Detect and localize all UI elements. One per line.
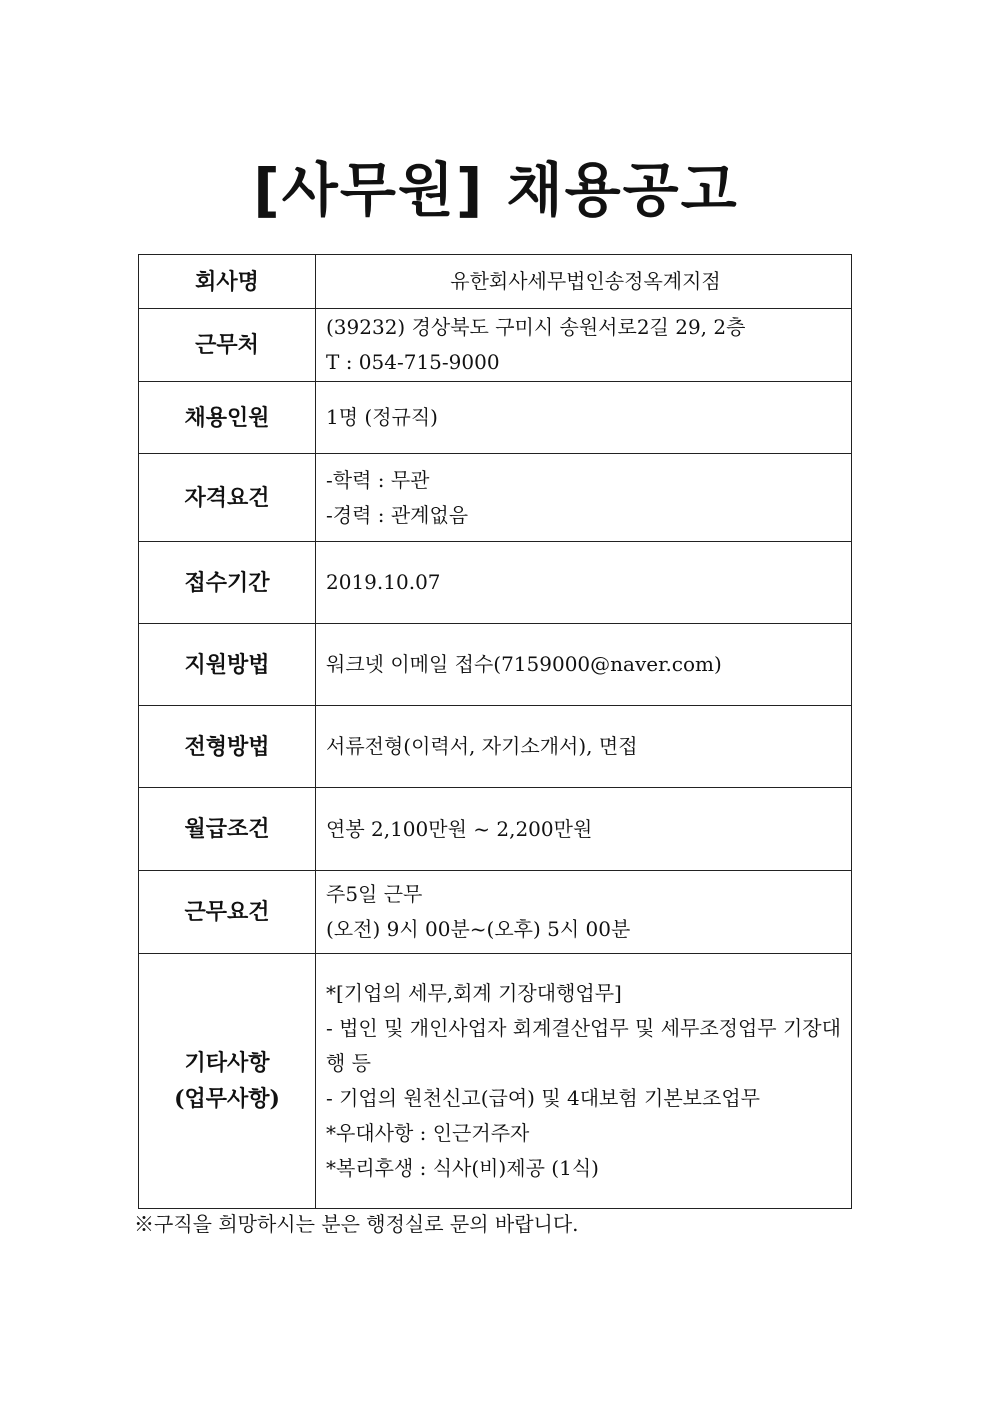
table-row-qualifications: [139, 454, 852, 542]
table-row-company: [139, 255, 852, 309]
row-label: 전형방법: [139, 706, 316, 788]
salary-value: 연봉 2,100만원 ~ 2,200만원: [326, 816, 593, 841]
table-row-work-conditions: [139, 871, 852, 954]
workplace-phone: T : 054-715-9000: [326, 350, 500, 374]
table-row-workplace: [139, 309, 852, 382]
row-label: 접수기간: [139, 542, 316, 624]
job-posting-table: [138, 254, 852, 1209]
table-row-selection-method: [139, 706, 852, 788]
application-method-value: 워크넷 이메일 접수(7159000@naver.com): [326, 652, 722, 676]
row-value: [316, 706, 852, 788]
row-value: [316, 542, 852, 624]
application-period-value: 2019.10.07: [326, 570, 441, 594]
other-label-sub: (업무사항): [174, 1086, 280, 1112]
row-value: [316, 954, 852, 1209]
page-title: [사무원] 채용공고: [253, 156, 739, 224]
work-days: 주5일 근무: [326, 882, 423, 906]
other-label-main: 기타사항: [184, 1050, 270, 1076]
table-row-other: [139, 954, 852, 1209]
row-value: [316, 454, 852, 542]
work-hours: (오전) 9시 00분~(오후) 5시 00분: [326, 917, 631, 941]
workplace-address: (39232) 경상북도 구미시 송원서로2길 29, 2층: [326, 315, 746, 339]
qualification-experience: -경력 : 관계없음: [326, 502, 469, 527]
row-label: 회사명: [139, 255, 316, 309]
row-label: 자격요건: [139, 454, 316, 542]
row-label: 지원방법: [139, 624, 316, 706]
table-row-application-period: [139, 542, 852, 624]
row-value: [316, 788, 852, 871]
other-line: *우대사항 : 인근거주자: [326, 1121, 530, 1145]
company-name: 유한회사세무법인송정옥계지점: [450, 269, 721, 293]
footnote: ※구직을 희망하시는 분은 행정실로 문의 바랍니다.: [134, 1212, 579, 1236]
table-row-headcount: [139, 382, 852, 454]
row-value: [316, 255, 852, 309]
row-value: [316, 624, 852, 706]
other-line: - 법인 및 개인사업자 회계결산업무 및 세무조정업무 기장대행 등: [326, 1016, 841, 1075]
row-label: 근무처: [139, 309, 316, 382]
row-label: 채용인원: [139, 382, 316, 454]
table-row-application-method: [139, 624, 852, 706]
selection-method-value: 서류전형(이력서, 자기소개서), 면접: [326, 734, 638, 758]
qualification-education: -학력 : 무관: [326, 467, 430, 492]
row-label: 월급조건: [139, 788, 316, 871]
row-value: [316, 382, 852, 454]
row-value: [316, 871, 852, 954]
row-value: [316, 309, 852, 382]
other-line: *[기업의 세무,회계 기장대행업무]: [326, 981, 622, 1005]
other-line: - 기업의 원천신고(급여) 및 4대보험 기본보조업무: [326, 1086, 760, 1110]
other-line: *복리후생 : 식사(비)제공 (1식): [326, 1156, 599, 1180]
headcount-value: 1명 (정규직): [326, 405, 438, 429]
row-label: [139, 954, 316, 1209]
row-label: 근무요건: [139, 871, 316, 954]
table-row-salary: [139, 788, 852, 871]
